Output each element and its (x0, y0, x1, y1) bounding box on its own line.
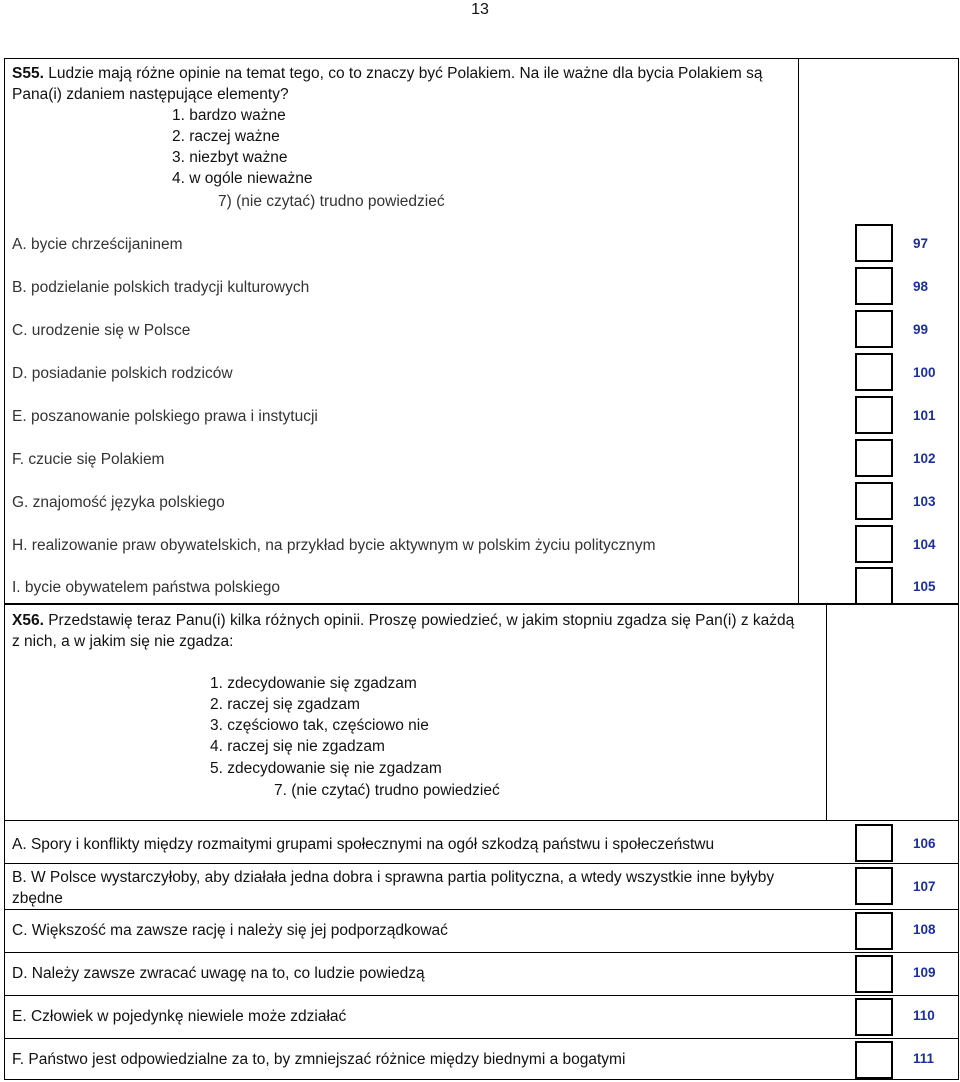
s55-option: 1. bardzo ważne (172, 107, 286, 124)
x56-item-code: 111 (913, 1051, 935, 1066)
s55-item-code: 102 (913, 451, 936, 466)
s55-item-label: F. czucie się Polakiem (12, 451, 165, 468)
x56-row-divider (4, 863, 959, 864)
s55-answer-box[interactable] (855, 267, 893, 305)
x56-option: 5. zdecydowanie się nie zgadzam (210, 760, 442, 777)
s55-item-code: 101 (913, 408, 936, 423)
x56-option: 2. raczej się zgadzam (210, 696, 360, 713)
s55-item-code: 97 (913, 236, 929, 251)
s55-option: 7) (nie czytać) trudno powiedzieć (218, 193, 445, 210)
x56-option: 7. (nie czytać) trudno powiedzieć (274, 782, 500, 799)
x56-item-code: 108 (913, 922, 936, 937)
x56-header-divider (4, 820, 959, 821)
x56-row-divider (4, 909, 959, 910)
x56-item-code: 110 (913, 1008, 935, 1023)
s55-label: S55. (12, 65, 44, 82)
x56-item-label: E. Człowiek w pojedynkę niewiele może zdziałać (12, 1008, 347, 1025)
x56-question-text: Przedstawię teraz Panu(i) kilka różnych opinii. Proszę powiedzieć, w jakim stopniu zgadza się Pan(i) z każdą z nich, a w jakim się nie zgadza: (12, 612, 795, 650)
page-number: 13 (471, 1, 489, 18)
s55-item-label: C. urodzenie się w Polsce (12, 322, 191, 339)
x56-item-label: A. Spory i konflikty między rozmaitymi grupami społecznymi na ogół szkodzą państwu i społeczeństwu (12, 836, 715, 853)
s55-option: 3. niezbyt ważne (172, 149, 288, 166)
x56-answer-box[interactable] (855, 912, 893, 950)
x56-answer-box[interactable] (855, 998, 893, 1036)
s55-option: 4. w ogóle nieważne (172, 170, 313, 187)
s55-answer-box[interactable] (855, 396, 893, 434)
s55-question (12, 63, 782, 105)
x56-row-divider (4, 952, 959, 953)
x56-label: X56. (12, 612, 44, 629)
x56-item-label: B. W Polsce wystarczyłoby, aby działała jedna dobra i sprawna partia polityczna, a wtedy wszystkie inne byłyby zbędne (12, 869, 775, 907)
x56-row-divider (4, 995, 959, 996)
s55-item-label: H. realizowanie praw obywatelskich, na przykład bycie aktywnym w polskim życiu politycznym (12, 537, 656, 554)
x56-option: 4. raczej się nie zgadzam (210, 738, 385, 755)
s55-answer-box[interactable] (855, 310, 893, 348)
x56-item-label: C. Większość ma zawsze rację i należy się jej podporządkować (12, 922, 448, 939)
x56-row-divider (4, 1038, 959, 1039)
x56-option: 3. częściowo tak, częściowo nie (210, 717, 429, 734)
s55-item-label: G. znajomość języka polskiego (12, 494, 225, 511)
s55-answer-box[interactable] (855, 482, 893, 520)
x56-item-code: 106 (913, 836, 936, 851)
s55-answer-box[interactable] (855, 353, 893, 391)
x56-option: 1. zdecydowanie się zgadzam (210, 675, 417, 692)
x56-answer-box[interactable] (855, 955, 893, 993)
x56-answer-box[interactable] (855, 1041, 893, 1079)
s55-answer-box[interactable] (855, 567, 893, 605)
s55-answer-box[interactable] (855, 525, 893, 563)
s55-column-divider (798, 58, 799, 604)
s55-item-label: I. bycie obywatelem państwa polskiego (12, 579, 280, 596)
s55-item-label: D. posiadanie polskich rodziców (12, 365, 233, 382)
x56-answer-box[interactable] (855, 867, 893, 905)
x56-question (12, 610, 802, 652)
x56-column-divider (826, 604, 827, 820)
s55-item-code: 100 (913, 365, 936, 380)
x56-answer-box[interactable] (855, 824, 893, 862)
s55-item-code: 103 (913, 494, 936, 509)
s55-option: 2. raczej ważne (172, 128, 280, 145)
s55-item-label: A. bycie chrześcijaninem (12, 236, 183, 253)
s55-item-label: B. podzielanie polskich tradycji kulturowych (12, 279, 310, 296)
s55-item-code: 98 (913, 279, 929, 294)
s55-question-text: Ludzie mają różne opinie na temat tego, co to znaczy być Polakiem. Na ile ważne dla bycia Polakiem są Pana(i) zdaniem następujące elementy? (12, 65, 763, 103)
s55-answer-box[interactable] (855, 224, 893, 262)
s55-item-label: E. poszanowanie polskiego prawa i instytucji (12, 408, 318, 425)
x56-item-label: F. Państwo jest odpowiedzialne za to, by zmniejszać różnice między biednymi a bogatymi (12, 1051, 626, 1068)
s55-item-code: 104 (913, 537, 936, 552)
x56-item-code: 107 (913, 879, 936, 894)
x56-item-label: D. Należy zawsze zwracać uwagę na to, co ludzie powiedzą (12, 965, 425, 982)
s55-item-code: 105 (913, 579, 936, 594)
s55-item-code: 99 (913, 322, 929, 337)
s55-answer-box[interactable] (855, 439, 893, 477)
x56-item-code: 109 (913, 965, 936, 980)
